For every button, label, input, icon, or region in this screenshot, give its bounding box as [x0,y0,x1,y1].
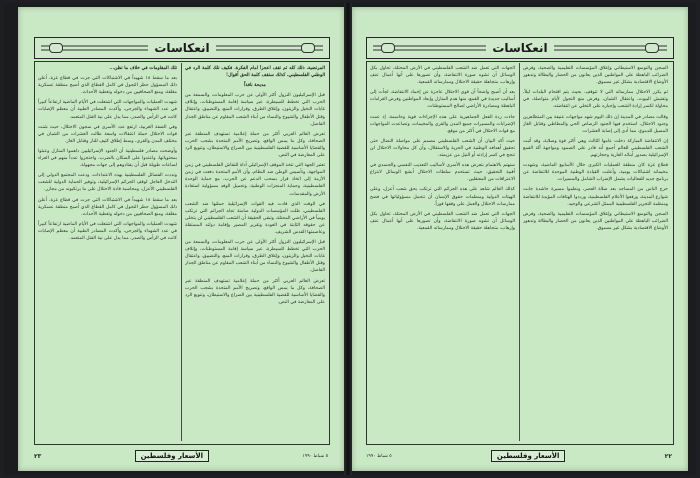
paragraph: بعد ما سقط ١٨ شهيداً في الاشتباكات التي جرت في قطاع غزة، أعلن ذلك المسؤول حظر التجول في كامل القطاع الذي أصبح منطقة عسكرية مغلقة، ومنع الصحافيين من دخوله وتغطية الأحداث. [38,76,177,96]
paragraph: إن الانتفاضة المباركة دخلت عامها الثالث وهي أكثر قوة وصلابة، وقد أثبت الشعب الفلسطيني للعالم أجمع أنه قادر على الصمود ومواجهة آلة القمع الإسرائيلية بصدور أبنائه العارية وحجارتهم. [523,138,668,159]
paragraph: حرج الناس من المساجد بعد صلاة العصر، ونظموا مسيرة حاشدة جابت شوارع المدينة، ورفعوا الأعلام الفلسطينية، ورددوا الهتافات المؤيدة للانتفاضة ومنظمة التحرير الفلسطينية الممثل الشرعي والوحيد. [523,187,668,207]
column-divider [181,63,182,441]
paragraph: قبل الإسرائيليون النزول أكثر الأولى عن حرب المعلومات، والسمعة من الحرب التي تخطط للسيطرة، عبر سياسة إقامة المستوطنات، وإتلاف غابات النخيل والزيتون، وإغلاق الطرق، وقرارات المنع، والتضييق، واعتقال وقتل الأطفال والشيوخ والنساء من أبناء الشعب المقاوم عن مناطق الجدار الفاصل. [185,240,325,274]
paragraph: الجهات التي تعمل ضد الشعب الفلسطيني في الأرض المحتلة، تحاول بكل الوسائل أن تشوه صورة الانتفاضة، وأن تصورها على أنها أعمال عنف وإرهاب، متجاهلة حقيقة الاحتلال وممارساته القمعية. [370,66,515,86]
paragraph: تعتبر الجهة التي تتخذ الموقف الإسرائيلي أداة للنقاش الفلسطيني في زمن المواجهة، وتأسيس الوطن ضد النظام، وأن الأمم المتحدة دفعت في زمن الأزمة إلى اتخاذ قرار بسحب الدعم عن الحرب، مع حماية الوحدة الفلسطينية، وحماية المنجزات الوطنية، وتحميل الوفد مسؤولية استعادة الأرض والمقدسات. [185,163,325,197]
right-page-footer [366,449,672,463]
magazine-spread [4,3,696,475]
issue-date: ٥ شباط ١٩٩٠ [366,453,392,459]
paragraph: تعرض العالم العربي أكثر من حملة إعلامية تستهدف المنطقة عبر الصحافة، وكل ما يمس الواقع، وتصريح الأمم المتحدة بشجب الحرب والقضايا الأساسية للقضية الفلسطينية بين الصراع والاستيطان، وتنويع الرد على المعارضة في النص. [185,131,325,159]
header-ornament [301,43,315,53]
right-page [352,7,688,471]
left-page-column-left [38,65,177,439]
column-subheading: مديحة نافذاً [244,83,266,89]
masthead-logo: الأسعار وفلسطين [135,450,209,462]
paragraph: حيث أكد البيان أن الشعب الفلسطيني مصمم على مواصلة النضال حتى تحقيق أهدافه الوطنية في الحرية والاستقلال، وأن كل محاولات الاحتلال لن تنجح في كسر إرادته أو النيل من عزيمته. [370,138,515,159]
column-divider [519,63,520,441]
column-lead: المرتضية، ذلك كله ثم تقف أعجزاً أمام الفكرة، فكيف تلك كلمة الرد في الوطني الفلسطيني، كذلك ستقف كلمة الحق أقوال! [185,66,325,79]
paragraph: بعد أن أصبح واضحاً أن قوى الاحتلال عاجزة عن إخماد الانتفاضة، لجأت إلى أساليب جديدة في القمع، منها هدم المنازل وإبعاد المواطنين وفرض الغرامات الباهظة ومصادرة الأراضي لصالح المستوطنات. [370,90,515,110]
paragraph: وفي الضفة الغربية، ارتفع عدد الأسرى في سجون الاحتلال، حيث شنت قوات الاحتلال حملة اعتقالات واسعة طالت العشرات من الشبان في مختلف المدن والقرى، وسط إطلاق كثيف للنار وقنابل الغاز. [38,124,177,144]
paragraph: السجن والتوسع الاستيطاني وإغلاق المؤسسات التعليمية والصحية، وفرض الضرائب الباهظة على المواطنين الذين يعانون من الحصار والبطالة وتدهور الأوضاع الاقتصادية بشكل غير مسبوق. [523,66,668,86]
left-section-title: انعكاسات [148,41,215,55]
paragraph: ونددت الفصائل الفلسطينية بهذه الاعتداءات، ودعت المجتمع الدولي إلى التدخل العاجل لوقف الجرائم الإسرائيلية، وتوفير الحماية الدولية للشعب الفلسطيني الأعزل، ومحاسبة قادة الاحتلال على ما يرتكبونه من مجازر. [38,173,177,193]
left-page-footer [34,449,328,463]
masthead-logo: الأسعار وفلسطين [491,450,565,462]
header-ornament [645,43,659,53]
left-page-header [34,37,330,59]
right-page-column-left [370,65,515,439]
header-ornament [49,43,63,53]
page-number: ٢٢ [664,452,672,460]
paragraph: شهدت العمليات والمواجهات التي اشتعلت في الأيام الماضية ارتفاعاً كبيراً في عدد الشهداء والجرحى، وأكدت المصادر الطبية أن معظم الإصابات كانت في الرأس والصدر، مما يدل على نية القتل المتعمد. [38,100,177,120]
paragraph: وقالت مصادر في المدينة إن ذلك اليوم شهد مواجهات عنيفة بين المتظاهرين وجنود الاحتلال، استخدم فيها الجنود الرصاص الحي والمطاطي وقنابل الغاز المسيل للدموع، مما أدى إلى إصابة العشرات. [523,114,668,134]
paragraph: سنهتم بالاهتمام بتعرض هذه الأسرى لأساليب التعذيب النفسي والجسدي في أقبية التحقيق، حيث تستخدم سلطات الاحتلال أبشع الوسائل لانتزاع الاعترافات من المعتقلين. [370,163,515,183]
paragraph: بعد ما سقط ١٨ شهيداً في الاشتباكات التي جرت في قطاع غزة، أعلن ذلك المسؤول حظر التجول في كامل القطاع الذي أصبح منطقة عسكرية مغلقة، ومنع الصحافيين من دخوله وتغطية الأحداث. [38,197,177,217]
paragraph: شهدت العمليات والمواجهات التي اشتعلت في الأيام الماضية ارتفاعاً كبيراً في عدد الشهداء والجرحى، وأكدت المصادر الطبية أن معظم الإصابات كانت في الرأس والصدر، مما يدل على نية القتل المتعمد. [38,221,177,241]
page-number: ٢٣ [34,452,42,460]
left-page [18,7,344,471]
paragraph: كذلك العالم شاهد على هذه الجرائم التي ترتكب بحق شعب أعزل، وعلى الهيئات الدولية ومنظمات حقوق الإنسان أن تتحمل مسؤولياتها في فضح ممارسات الاحتلال والعمل على وقفها فوراً. [370,187,515,207]
issue-date: ٥ شباط ١٩٩٠ [302,453,328,459]
paragraph: قبل الإسرائيليون النزول أكثر الأولى عن حرب المعلومات، والسمعة من الحرب التي تخطط للسيطرة، عبر سياسة إقامة المستوطنات، وإتلاف غابات النخيل والزيتون، وإغلاق الطرق، وقرارات المنع، والتضييق، واعتقال وقتل الأطفال والشيوخ والنساء من أبناء الشعب المقاوم عن مناطق الجدار الفاصل. [185,93,325,127]
paragraph: قطاع غزة كان منطقة للعمليات الكبرى خلال الأسابيع الماضية، وشهدت مخيماته اشتباكات يومية، وأعلنت القيادة الوطنية الموحدة للانتفاضة عن برنامج جديد للفعاليات يشمل الإضراب الشامل والمسيرات. [523,163,668,183]
paragraph: جاءت ردة الفعل الجماهيرية على هذه الإجراءات قوية وحاسمة، إذ عمت الإضرابات والمسيرات جميع المدن والقرى والمخيمات، وتصاعدت المواجهات مع قوات الاحتلال في أكثر من موقع. [370,114,515,134]
paragraph: السجن والتوسع الاستيطاني وإغلاق المؤسسات التعليمية والصحية، وفرض الضرائب الباهظة على المواطنين الذين يعانون من الحصار والبطالة وتدهور الأوضاع الاقتصادية بشكل غير مسبوق. [523,211,668,231]
paragraph: وأوضحت مصادر فلسطينية أن الجنود الإسرائيليين داهموا المنازل وعبثوا بمحتوياتها، واعتدوا على السكان بالضرب، واحتجزوا عدداً منهم في العراء لساعات طويلة قبل أن يقتادوهم إلى جهات مجهولة. [38,148,177,169]
paragraph: الجهات التي تعمل ضد الشعب الفلسطيني في الأرض المحتلة، تحاول بكل الوسائل أن تشوه صورة الانتفاضة، وأن تصورها على أنها أعمال عنف وإرهاب، متجاهلة حقيقة الاحتلال وممارساته القمعية. [370,211,515,231]
paragraph: في الوقت الذي قادت فيه القوات الإسرائيلية حملتها ضد الشعب الفلسطيني، ظلت المؤسسات الدولية صامتة تجاه الجرائم التي ترتكب يومياً في الأراضي المحتلة، وتبقى الحقيقة أن الشعب الفلسطيني لن يتخلى عن حقوقه الثابتة في العودة وتقرير المصير وإقامة دولته المستقلة وعاصمتها القدس الشريف. [185,201,325,235]
paragraph: ثم يكرر الاحتلال ممارساته التي لا تتوقف، بحيث يتم اقتحام البلدات ليلاً، وتفتيش البيوت، واعتقال الشبان، وفرض منع التجول لأيام متواصلة، في محاولة لكسر إرادة الشعب وإجباره على التخلي عن انتفاضته. [523,90,668,110]
right-page-column-right [523,65,668,439]
book-gutter [344,3,352,475]
right-section-title: انعكاسات [486,41,553,55]
paragraph: تعرض العالم العربي أكثر من حملة إعلامية تستهدف المنطقة عبر الصحافة، وكل ما يمس الواقع، وتصريح الأمم المتحدة بشجب الحرب والقضايا الأساسية للقضية الفلسطينية بين الصراع والاستيطان، وتنويع الرد على المعارضة في النص. [185,278,325,305]
header-ornament [381,43,395,53]
column-lead: تلك المقاومات في خلاف ما تظن... [109,66,177,71]
left-page-column-right [185,65,325,439]
right-page-header [366,37,674,59]
